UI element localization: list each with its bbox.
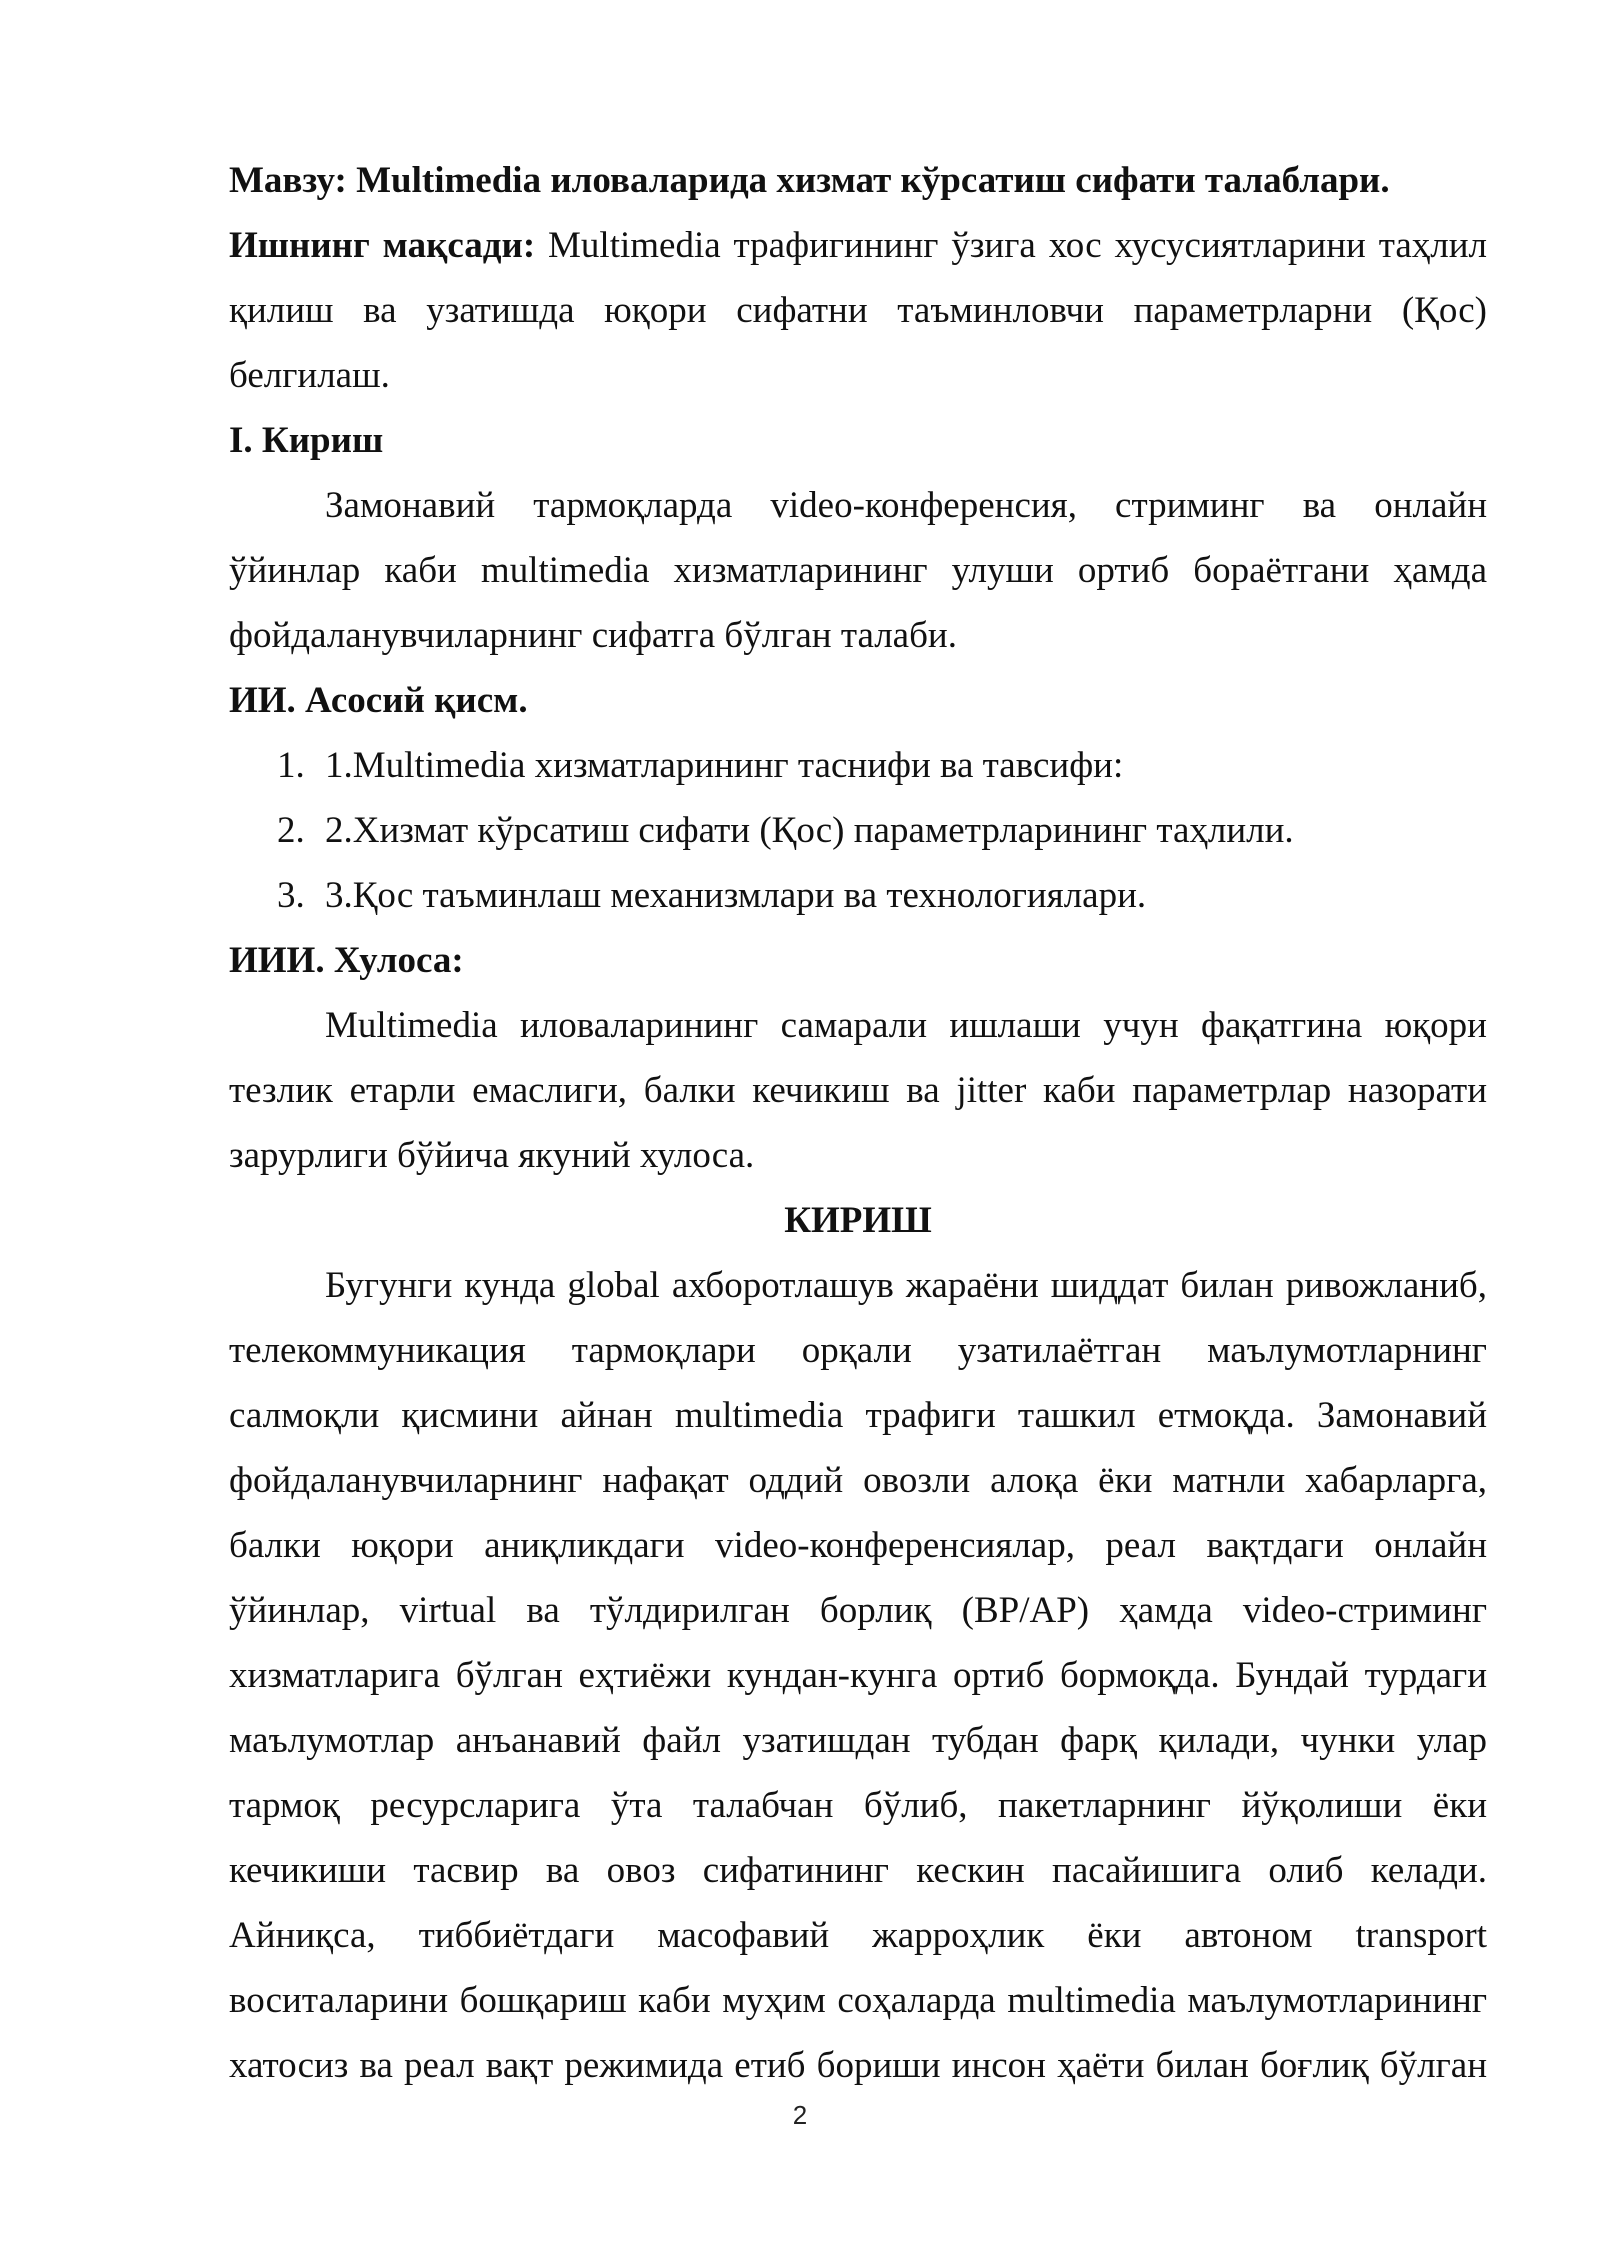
intro-line-3: фойдаланувчиларнинг сифатга бўлган талаби. <box>229 615 957 656</box>
goal-line-1 <box>229 213 1487 278</box>
goal-line-2: қилиш ва узатишда юқори сифатни таъминловчи параметрларни (Қос) <box>229 290 1487 331</box>
plan-item-text: 3.Қос таъминлаш механизмлари ва технологиялари. <box>325 875 1147 916</box>
intro-heading: I. Кириш <box>229 420 384 461</box>
kirish-line: телекоммуникация тармоқлари орқали узатилаётган маълумотларнинг <box>229 1330 1487 1371</box>
plan-item-number: 1. <box>277 745 305 786</box>
kirish-line: ўйинлар, virtual ва тўлдирилган борлиқ (ВР/АР) ҳамда video-стриминг <box>229 1590 1487 1631</box>
kirish-line: фойдаланувчиларнинг нафақат оддий овозли алоқа ёки матнли хабарларга, <box>229 1460 1487 1501</box>
kirish-line: маълумотлар анъанавий файл узатишдан тубдан фарқ қилади, чунки улар <box>229 1720 1487 1761</box>
plan-item-number: 2. <box>277 810 305 851</box>
intro-line-2: ўйинлар каби multimedia хизматларининг улуши ортиб бораётгани ҳамда <box>229 550 1487 591</box>
topic-text: Multimedia иловаларида хизмат кўрсатиш сифати талаблари. <box>346 160 1390 201</box>
page-content <box>229 148 1487 2098</box>
conclusion-line-1: Multimedia иловаларининг самарали ишлаши учун фақатгина юқори <box>325 1005 1487 1046</box>
plan-item <box>229 798 1487 863</box>
conclusion-line-2: тезлик етарли емаслиги, балки кечикиш ва jitter каби параметрлар назорати <box>229 1070 1487 1111</box>
conclusion-heading: ИИИ. Хулоса: <box>229 940 464 981</box>
plan-item-number: 3. <box>277 875 305 916</box>
page-number: 2 <box>792 2100 808 2130</box>
plan-item <box>229 863 1487 928</box>
kirish-line: хизматларига бўлган еҳтиёжи кундан-кунга ортиб бормоқда. Бундай турдаги <box>229 1655 1487 1696</box>
goal-label: Ишнинг мақсади: <box>229 225 536 266</box>
kirish-title: КИРИШ <box>784 1200 932 1241</box>
plan-item <box>229 733 1487 798</box>
kirish-line: салмоқли қисмини айнан multimedia трафиги ташкил етмоқда. Замонавий <box>229 1395 1487 1436</box>
conclusion-line-3: зарурлиги бўйича якуний хулоса. <box>229 1135 755 1176</box>
plan-item-text: 2.Хизмат кўрсатиш сифати (Қос) параметрларининг таҳлили. <box>325 810 1294 851</box>
topic-label: Мавзу: <box>229 160 347 201</box>
plan-list <box>229 733 1487 928</box>
kirish-line: кечикиши тасвир ва овоз сифатининг кескин пасайишига олиб келади. <box>229 1850 1487 1891</box>
intro-line-1: Замонавий тармоқларда video-конференсия, стриминг ва онлайн <box>325 485 1487 526</box>
kirish-line: балки юқори аниқликдаги video-конференсиялар, реал вақтдаги онлайн <box>229 1525 1487 1566</box>
goal-text-1: Multimedia трафигининг ўзига хос хусусиятларини таҳлил <box>535 225 1487 266</box>
kirish-line: хатосиз ва реал вақт режимида етиб бориши инсон ҳаёти билан боғлиқ бўлган <box>229 2045 1487 2086</box>
kirish-line: Бугунги кунда global ахборотлашув жараёни шиддат билан ривожланиб, <box>325 1265 1487 1306</box>
kirish-line: Айниқса, тиббиётдаги масофавий жарроҳлик ёки автоном transport <box>229 1915 1487 1956</box>
main-heading: ИИ. Асосий қисм. <box>229 680 528 721</box>
kirish-line: воситаларини бошқариш каби муҳим соҳаларда multimedia маълумотларининг <box>229 1980 1487 2021</box>
plan-item-text: 1.Multimedia хизматларининг таснифи ва тавсифи: <box>325 745 1124 786</box>
kirish-line: тармоқ ресурсларига ўта талабчан бўлиб, пакетларнинг йўқолиши ёки <box>229 1785 1487 1826</box>
topic-line <box>229 148 1487 213</box>
goal-line-3: белгилаш. <box>229 355 390 396</box>
